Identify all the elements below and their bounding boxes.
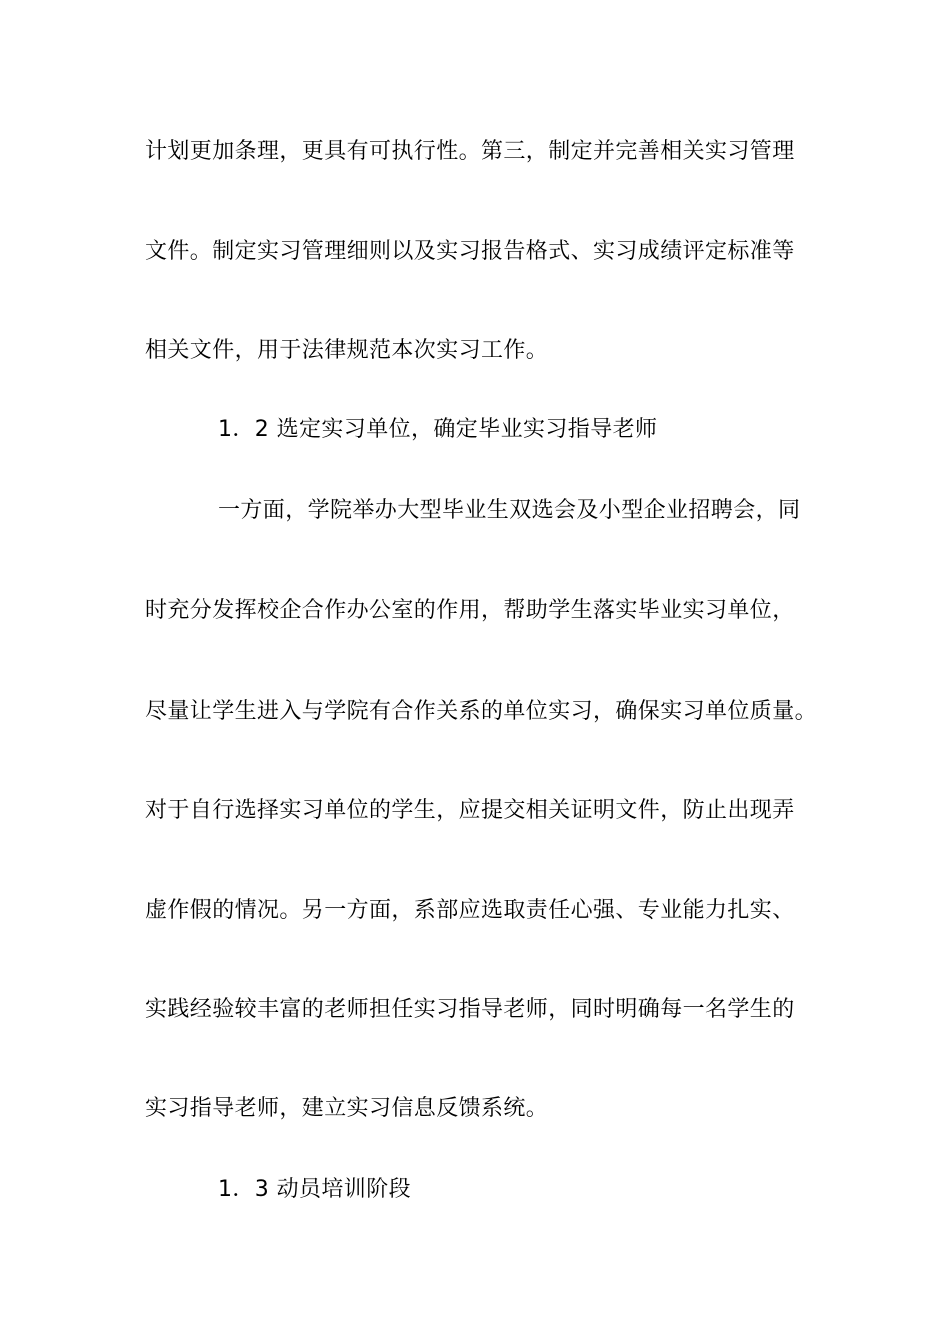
paragraph-line: 实践经验较丰富的老师担任实习指导老师，同时明确每一名学生的: [145, 997, 795, 1022]
paragraph-line: 一方面，学院举办大型毕业生双选会及小型企业招聘会，同: [218, 498, 801, 523]
section-heading-1-2: 1．2 选定实习单位，确定毕业实习指导老师: [218, 417, 658, 442]
paragraph-line: 相关文件，用于法律规范本次实习工作。: [145, 338, 549, 363]
paragraph-line: 文件。制定实习管理细则以及实习报告格式、实习成绩评定标准等: [145, 239, 795, 264]
paragraph-line: 虚作假的情况。另一方面，系部应选取责任心强、专业能力扎实、: [145, 898, 795, 923]
section-heading-1-3: 1．3 动员培训阶段: [218, 1177, 411, 1202]
paragraph-line: 对于自行选择实习单位的学生，应提交相关证明文件，防止出现弄: [145, 798, 795, 823]
paragraph-line: 计划更加条理，更具有可执行性。第三，制定并完善相关实习管理: [145, 139, 795, 164]
paragraph-line: 时充分发挥校企合作办公室的作用，帮助学生落实毕业实习单位，: [145, 598, 795, 623]
paragraph-line: 尽量让学生进入与学院有合作关系的单位实习，确保实习单位质量。: [145, 699, 818, 724]
paragraph-line: 实习指导老师，建立实习信息反馈系统。: [145, 1096, 549, 1121]
